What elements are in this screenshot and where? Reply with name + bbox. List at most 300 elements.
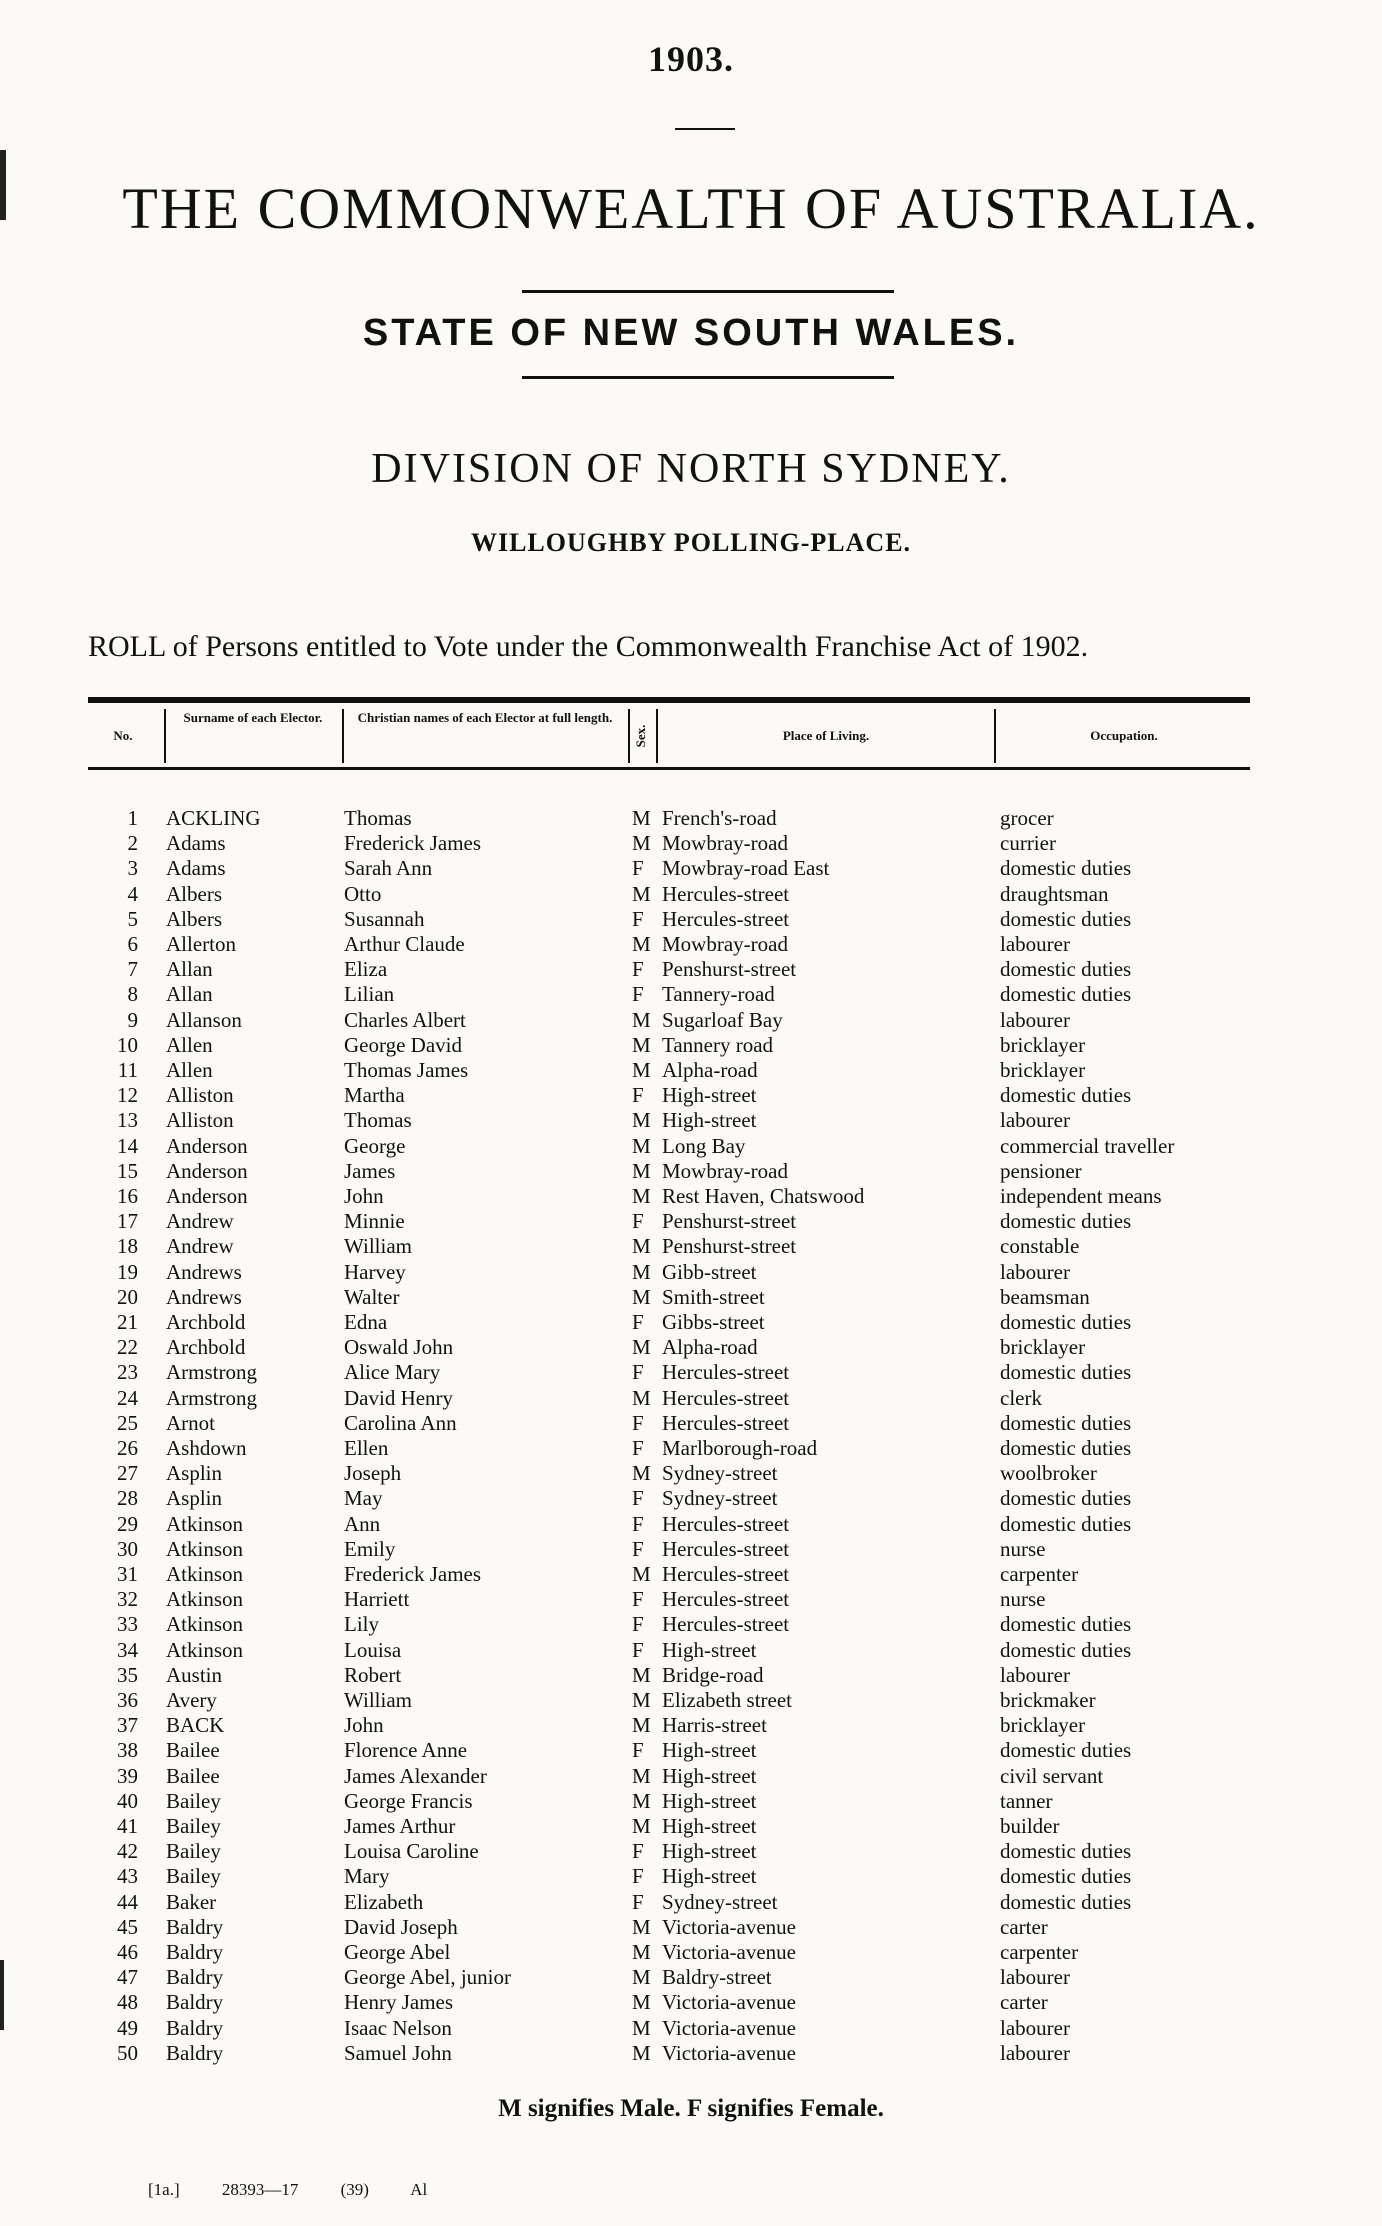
cell-sex: F	[632, 1410, 644, 1435]
cell-sex: M	[632, 1158, 651, 1183]
cell-sex: F	[632, 1587, 644, 1612]
divider-rule	[675, 128, 735, 130]
print-code	[148, 2180, 465, 2200]
cell-row-number: 2	[127, 831, 138, 856]
column-header-sex: Sex.	[633, 724, 648, 748]
table-row	[88, 1033, 1250, 1058]
cell-sex: F	[632, 1360, 644, 1385]
cell-occupation: domestic duties	[1000, 1209, 1132, 1234]
table-row	[88, 1209, 1250, 1234]
table-row	[88, 1839, 1250, 1864]
table-row	[88, 1864, 1250, 1889]
cell-christian-names: Robert	[344, 1662, 402, 1687]
cell-sex: M	[632, 932, 651, 956]
cell-sex: M	[632, 1007, 651, 1032]
cell-christian-names: Harriett	[344, 1587, 410, 1612]
cell-row-number: 6	[127, 932, 138, 956]
cell-christian-names: George	[344, 1133, 406, 1158]
cell-row-number: 19	[117, 1259, 138, 1284]
cell-christian-names: William	[344, 1688, 412, 1712]
cell-sex: M	[632, 1284, 651, 1309]
cell-row-number: 1	[127, 806, 138, 830]
table-row	[88, 1638, 1250, 1663]
cell-sex: M	[632, 831, 651, 856]
cell-surname: Bailey	[166, 1788, 221, 1813]
column-header-christian-names: Christian names of each Elector at full length.	[357, 710, 613, 725]
cell-sex: M	[632, 1688, 651, 1712]
table-row	[88, 932, 1250, 957]
cell-place-of-living: Gibb-street	[662, 1259, 757, 1284]
table-row	[88, 1512, 1250, 1537]
table-row	[88, 1058, 1250, 1083]
cell-christian-names: John	[344, 1184, 384, 1208]
cell-occupation: labourer	[1000, 1007, 1070, 1032]
cell-christian-names: James Arthur	[344, 1814, 456, 1838]
cell-occupation: tanner	[1000, 1788, 1053, 1813]
cell-occupation: domestic duties	[1000, 982, 1132, 1007]
column-divider	[342, 709, 344, 763]
cell-place-of-living: Victoria-avenue	[662, 1940, 796, 1964]
cell-place-of-living: High-street	[662, 1839, 757, 1864]
cell-christian-names: George David	[344, 1032, 462, 1057]
cell-sex: F	[632, 1738, 644, 1763]
cell-surname: Anderson	[166, 1158, 248, 1183]
table-row	[88, 1436, 1250, 1461]
table-row	[88, 1587, 1250, 1612]
cell-occupation: labourer	[1000, 1259, 1070, 1284]
cell-occupation: brickmaker	[1000, 1688, 1096, 1712]
cell-occupation: constable	[1000, 1234, 1080, 1259]
cell-christian-names: Sarah Ann	[344, 856, 433, 881]
cell-sex: F	[632, 1436, 644, 1460]
table-row	[88, 831, 1250, 856]
table-row	[88, 1083, 1250, 1108]
cell-occupation: domestic duties	[1000, 1360, 1132, 1385]
cell-place-of-living: Mowbray-road	[662, 932, 788, 956]
cell-occupation: domestic duties	[1000, 1511, 1132, 1536]
cell-row-number: 49	[117, 2015, 138, 2040]
division-heading: DIVISION OF NORTH SYDNEY.	[371, 446, 1011, 492]
cell-occupation: domestic duties	[1000, 1436, 1132, 1460]
cell-sex: M	[632, 1259, 651, 1284]
cell-row-number: 41	[117, 1814, 138, 1838]
cell-sex: M	[632, 1032, 651, 1057]
cell-christian-names: Elizabeth	[344, 1889, 424, 1914]
table-row	[88, 2016, 1250, 2041]
cell-christian-names: Minnie	[344, 1209, 405, 1234]
cell-row-number: 33	[117, 1612, 138, 1637]
cell-row-number: 45	[117, 1914, 138, 1939]
cell-occupation: domestic duties	[1000, 1410, 1132, 1435]
roll-title: ROLL of Persons entitled to Vote under the Commonwealth Franchise Act of 1902.	[88, 630, 1089, 663]
cell-row-number: 36	[117, 1688, 138, 1712]
cell-surname: Atkinson	[166, 1612, 244, 1637]
cell-christian-names: Frederick James	[344, 1562, 482, 1586]
cell-surname: Atkinson	[166, 1637, 244, 1662]
cell-sex: F	[632, 957, 644, 982]
cell-surname: Baldry	[166, 2015, 224, 2040]
cell-christian-names: Louisa Caroline	[344, 1839, 479, 1864]
cell-row-number: 11	[117, 1058, 138, 1082]
cell-christian-names: Harvey	[344, 1259, 406, 1284]
cell-occupation: labourer	[1000, 2015, 1070, 2040]
cell-place-of-living: Sydney-street	[662, 1889, 778, 1914]
cell-christian-names: William	[344, 1234, 412, 1259]
cell-sex: F	[632, 1889, 644, 1914]
table-row	[88, 907, 1250, 932]
cell-occupation: carter	[1000, 1990, 1048, 2015]
table-row	[88, 1486, 1250, 1511]
cell-occupation: domestic duties	[1000, 1738, 1132, 1763]
table-row	[88, 1360, 1250, 1385]
cell-sex: F	[632, 982, 644, 1007]
cell-row-number: 18	[117, 1234, 138, 1259]
cell-christian-names: James Alexander	[344, 1763, 487, 1788]
cell-occupation: beamsman	[1000, 1284, 1090, 1309]
table-row	[88, 1688, 1250, 1713]
table-row	[88, 1411, 1250, 1436]
cell-surname: Armstrong	[166, 1360, 257, 1385]
cell-place-of-living: Penshurst-street	[662, 957, 797, 982]
cell-row-number: 42	[117, 1839, 138, 1864]
sex-legend: M signifies Male. F signifies Female.	[498, 2095, 884, 2122]
cell-place-of-living: French's-road	[662, 806, 777, 830]
cell-surname: Adams	[166, 831, 226, 856]
cell-row-number: 40	[117, 1788, 138, 1813]
cell-occupation: carter	[1000, 1914, 1048, 1939]
cell-sex: M	[632, 1788, 651, 1813]
cell-place-of-living: Hercules-street	[662, 1360, 790, 1385]
cell-surname: Baker	[166, 1889, 217, 1914]
cell-surname: Anderson	[166, 1184, 248, 1208]
cell-christian-names: George Abel, junior	[344, 1965, 511, 1990]
cell-row-number: 28	[117, 1486, 138, 1511]
cell-christian-names: Charles Albert	[344, 1007, 466, 1032]
table-row	[88, 1134, 1250, 1159]
table-row	[88, 982, 1250, 1007]
cell-row-number: 12	[117, 1083, 138, 1108]
cell-place-of-living: Baldry-street	[662, 1965, 772, 1990]
cell-surname: Ashdown	[166, 1436, 247, 1460]
cell-place-of-living: High-street	[662, 1864, 757, 1889]
cell-sex: M	[632, 881, 651, 906]
cell-occupation: grocer	[1000, 806, 1054, 830]
cell-surname: Andrews	[166, 1259, 242, 1284]
cell-place-of-living: Hercules-street	[662, 881, 790, 906]
print-code-part: Al	[410, 2180, 428, 2199]
page-binding-mark	[0, 1960, 4, 2030]
cell-sex: F	[632, 856, 644, 881]
cell-surname: Atkinson	[166, 1511, 244, 1536]
cell-surname: Albers	[166, 906, 222, 931]
cell-occupation: civil servant	[1000, 1763, 1104, 1788]
cell-sex: F	[632, 1209, 644, 1234]
cell-sex: M	[632, 1763, 651, 1788]
column-divider	[628, 709, 630, 763]
cell-place-of-living: High-street	[662, 1083, 757, 1108]
cell-occupation: domestic duties	[1000, 1637, 1132, 1662]
cell-sex: M	[632, 2040, 651, 2065]
cell-occupation: woolbroker	[1000, 1461, 1097, 1486]
table-row	[88, 806, 1250, 831]
cell-christian-names: Frederick James	[344, 831, 482, 856]
cell-christian-names: Lilian	[344, 982, 395, 1007]
cell-sex: M	[632, 1461, 651, 1486]
cell-sex: M	[632, 2015, 651, 2040]
cell-sex: F	[632, 1839, 644, 1864]
cell-sex: F	[632, 1310, 644, 1334]
cell-surname: Bailey	[166, 1839, 221, 1864]
cell-christian-names: Walter	[344, 1284, 400, 1309]
cell-surname: Archbold	[166, 1310, 246, 1334]
print-code-part: (39)	[340, 2180, 369, 2199]
table-row	[88, 1108, 1250, 1133]
cell-row-number: 20	[117, 1284, 138, 1309]
cell-surname: Albers	[166, 881, 222, 906]
cell-row-number: 3	[127, 856, 138, 881]
table-header-rule	[88, 767, 1250, 770]
cell-place-of-living: Hercules-street	[662, 1562, 790, 1586]
cell-occupation: bricklayer	[1000, 1713, 1086, 1738]
cell-christian-names: George Abel	[344, 1940, 451, 1964]
cell-christian-names: John	[344, 1713, 384, 1738]
print-code-part: [1a.]	[148, 2180, 180, 2199]
cell-surname: Allerton	[166, 932, 236, 956]
table-row	[88, 1814, 1250, 1839]
table-row	[88, 1915, 1250, 1940]
cell-christian-names: Edna	[344, 1310, 388, 1334]
table-row	[88, 957, 1250, 982]
cell-occupation: domestic duties	[1000, 1083, 1132, 1108]
cell-christian-names: Martha	[344, 1083, 405, 1108]
table-top-rule	[88, 697, 1250, 703]
cell-row-number: 16	[117, 1184, 138, 1208]
cell-occupation: bricklayer	[1000, 1335, 1086, 1360]
cell-row-number: 15	[117, 1158, 138, 1183]
cell-occupation: domestic duties	[1000, 856, 1132, 881]
table-row	[88, 1184, 1250, 1209]
cell-place-of-living: Alpha-road	[662, 1058, 758, 1082]
cell-sex: F	[632, 1612, 644, 1637]
cell-row-number: 31	[117, 1562, 138, 1586]
cell-place-of-living: Hercules-street	[662, 1536, 790, 1561]
table-row	[88, 1386, 1250, 1411]
table-row	[88, 1234, 1250, 1259]
cell-surname: Atkinson	[166, 1562, 244, 1586]
table-row	[88, 1764, 1250, 1789]
cell-sex: M	[632, 1662, 651, 1687]
cell-place-of-living: Tannery-road	[662, 982, 775, 1007]
cell-row-number: 13	[117, 1108, 138, 1133]
table-row	[88, 1260, 1250, 1285]
table-row	[88, 882, 1250, 907]
cell-row-number: 47	[117, 1965, 138, 1990]
cell-place-of-living: Penshurst-street	[662, 1209, 797, 1234]
table-row	[88, 1612, 1250, 1637]
cell-occupation: clerk	[1000, 1385, 1042, 1410]
cell-surname: Asplin	[166, 1486, 223, 1511]
cell-surname: BACK	[166, 1713, 225, 1738]
cell-row-number: 4	[127, 881, 138, 906]
table-row	[88, 1890, 1250, 1915]
cell-christian-names: Eliza	[344, 957, 388, 982]
cell-christian-names: David Henry	[344, 1385, 454, 1410]
table-row	[88, 1789, 1250, 1814]
cell-surname: Atkinson	[166, 1536, 244, 1561]
cell-place-of-living: Victoria-avenue	[662, 1990, 796, 2015]
cell-sex: M	[632, 1335, 651, 1360]
cell-place-of-living: Mowbray-road	[662, 831, 788, 856]
cell-surname: Alliston	[166, 1108, 234, 1133]
cell-sex: M	[632, 1184, 651, 1208]
cell-occupation: draughtsman	[1000, 881, 1109, 906]
cell-occupation: domestic duties	[1000, 1839, 1132, 1864]
cell-row-number: 38	[117, 1738, 138, 1763]
cell-place-of-living: Victoria-avenue	[662, 2040, 796, 2065]
print-code-part: 28393—17	[221, 2180, 299, 2199]
cell-row-number: 34	[117, 1637, 138, 1662]
cell-christian-names: Thomas James	[344, 1058, 469, 1082]
cell-row-number: 48	[117, 1990, 138, 2015]
cell-sex: F	[632, 906, 644, 931]
cell-occupation: pensioner	[1000, 1158, 1082, 1183]
cell-sex: M	[632, 1385, 651, 1410]
cell-place-of-living: High-street	[662, 1637, 757, 1662]
cell-occupation: domestic duties	[1000, 957, 1132, 982]
cell-place-of-living: Sydney-street	[662, 1486, 778, 1511]
cell-christian-names: Joseph	[344, 1461, 402, 1486]
cell-surname: Allen	[166, 1032, 213, 1057]
cell-place-of-living: Long Bay	[662, 1133, 746, 1158]
cell-christian-names: Otto	[344, 881, 382, 906]
cell-surname: Baldry	[166, 1940, 224, 1964]
cell-surname: Allan	[166, 982, 213, 1007]
cell-place-of-living: Bridge-road	[662, 1662, 764, 1687]
cell-row-number: 21	[117, 1310, 138, 1334]
cell-occupation: domestic duties	[1000, 1889, 1132, 1914]
column-divider	[164, 709, 166, 763]
table-row	[88, 1008, 1250, 1033]
cell-row-number: 29	[117, 1511, 138, 1536]
cell-christian-names: Ann	[344, 1511, 381, 1536]
cell-occupation: domestic duties	[1000, 1612, 1132, 1637]
table-row	[88, 2041, 1250, 2066]
cell-surname: Arnot	[166, 1410, 215, 1435]
document-title: THE COMMONWEALTH OF AUSTRALIA.	[122, 176, 1260, 241]
year-heading: 1903.	[648, 39, 734, 79]
cell-row-number: 46	[117, 1940, 138, 1964]
divider-rule	[522, 376, 894, 379]
cell-occupation: labourer	[1000, 1965, 1070, 1990]
cell-occupation: builder	[1000, 1814, 1060, 1838]
cell-sex: M	[632, 1914, 651, 1939]
cell-sex: F	[632, 1083, 644, 1108]
cell-sex: M	[632, 1058, 651, 1082]
cell-place-of-living: Sydney-street	[662, 1461, 778, 1486]
cell-occupation: bricklayer	[1000, 1032, 1086, 1057]
cell-christian-names: Emily	[344, 1536, 396, 1561]
table-row	[88, 1461, 1250, 1486]
cell-place-of-living: Mowbray-road East	[662, 856, 830, 881]
cell-surname: Adams	[166, 856, 226, 881]
cell-surname: ACKLING	[166, 806, 261, 830]
cell-sex: F	[632, 1864, 644, 1889]
cell-surname: Avery	[166, 1688, 217, 1712]
table-row	[88, 1965, 1250, 1990]
table-row	[88, 1562, 1250, 1587]
cell-christian-names: Lily	[344, 1612, 379, 1637]
cell-place-of-living: Alpha-road	[662, 1335, 758, 1360]
cell-row-number: 30	[117, 1536, 138, 1561]
column-header-no: No.	[113, 728, 133, 743]
cell-sex: M	[632, 1965, 651, 1990]
cell-surname: Baldry	[166, 1965, 224, 1990]
cell-row-number: 50	[117, 2040, 138, 2065]
cell-place-of-living: High-street	[662, 1763, 757, 1788]
cell-surname: Andrew	[166, 1234, 234, 1259]
cell-sex: F	[632, 1511, 644, 1536]
table-row	[88, 1285, 1250, 1310]
cell-christian-names: David Joseph	[344, 1914, 458, 1939]
state-heading: STATE OF NEW SOUTH WALES.	[362, 312, 1020, 354]
cell-place-of-living: Elizabeth street	[662, 1688, 793, 1712]
cell-christian-names: James	[344, 1158, 396, 1183]
cell-surname: Armstrong	[166, 1385, 257, 1410]
column-header-place: Place of Living.	[782, 728, 870, 743]
cell-sex: F	[632, 1486, 644, 1511]
cell-christian-names: Henry James	[344, 1990, 454, 2015]
cell-row-number: 5	[127, 906, 138, 931]
table-row	[88, 1159, 1250, 1184]
cell-row-number: 32	[117, 1587, 138, 1612]
cell-christian-names: Thomas	[344, 806, 412, 830]
cell-occupation: bricklayer	[1000, 1058, 1086, 1082]
cell-row-number: 35	[117, 1662, 138, 1687]
cell-row-number: 7	[127, 957, 138, 982]
cell-occupation: nurse	[1000, 1536, 1046, 1561]
cell-place-of-living: Victoria-avenue	[662, 1914, 796, 1939]
cell-christian-names: Mary	[344, 1864, 390, 1889]
cell-place-of-living: Smith-street	[662, 1284, 765, 1309]
cell-row-number: 8	[127, 982, 138, 1007]
cell-occupation: currier	[1000, 831, 1056, 856]
cell-place-of-living: High-street	[662, 1814, 757, 1838]
cell-place-of-living: Hercules-street	[662, 1385, 790, 1410]
cell-row-number: 9	[127, 1007, 138, 1032]
column-divider	[994, 709, 996, 763]
cell-row-number: 23	[117, 1360, 138, 1385]
cell-place-of-living: Hercules-street	[662, 1587, 790, 1612]
cell-sex: M	[632, 1940, 651, 1964]
cell-occupation: domestic duties	[1000, 1310, 1132, 1334]
table-row	[88, 1940, 1250, 1965]
cell-surname: Allen	[166, 1058, 213, 1082]
cell-occupation: labourer	[1000, 2040, 1070, 2065]
cell-christian-names: Susannah	[344, 906, 425, 931]
cell-occupation: carpenter	[1000, 1562, 1079, 1586]
cell-occupation: labourer	[1000, 1108, 1070, 1133]
divider-rule	[522, 290, 894, 293]
cell-row-number: 26	[117, 1436, 138, 1460]
cell-occupation: labourer	[1000, 1662, 1070, 1687]
column-divider	[656, 709, 658, 763]
cell-row-number: 43	[117, 1864, 138, 1889]
cell-christian-names: Florence Anne	[344, 1738, 468, 1763]
table-row	[88, 856, 1250, 881]
cell-sex: M	[632, 1133, 651, 1158]
cell-row-number: 10	[117, 1032, 138, 1057]
cell-sex: F	[632, 1637, 644, 1662]
